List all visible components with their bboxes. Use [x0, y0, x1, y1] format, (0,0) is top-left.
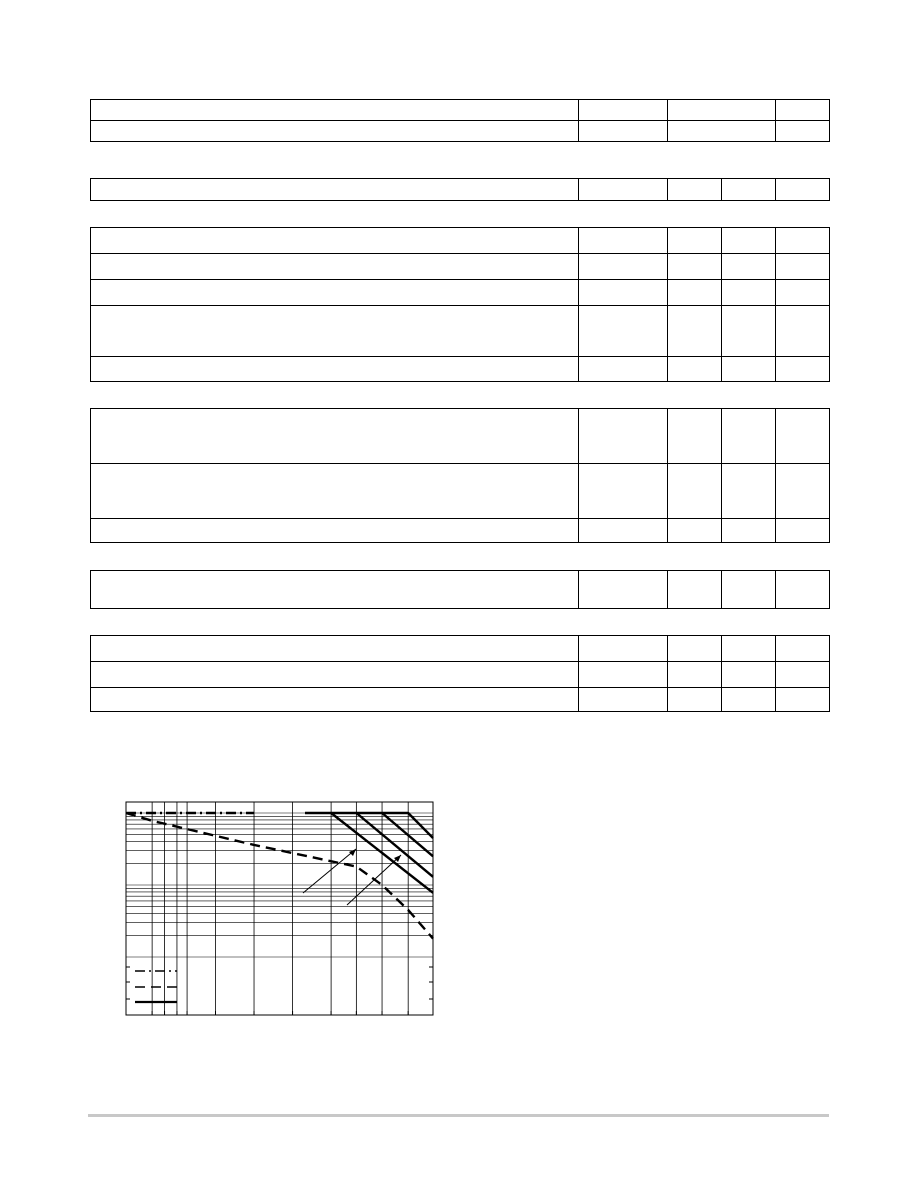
spec-table-3: [90, 227, 830, 382]
annotation-leader-line: [303, 849, 356, 893]
spec-table-4: [90, 408, 830, 543]
annotation-arrowhead: [349, 849, 356, 856]
series-line-2: [126, 813, 433, 939]
table-row: [91, 121, 830, 142]
table-row: [91, 280, 830, 306]
spec-table-1: [90, 99, 830, 142]
chart-grid: [126, 802, 433, 1015]
table-row: [91, 571, 830, 609]
table-row: [91, 662, 830, 688]
table-row: [91, 100, 830, 121]
chart-legend: [135, 971, 177, 1002]
footer-rule: [88, 1114, 829, 1117]
table-row: [91, 179, 830, 201]
table-row: [91, 357, 830, 382]
table-row: [91, 409, 830, 464]
spec-table-5: [90, 570, 830, 609]
table-row: [91, 254, 830, 280]
table-row: [91, 688, 830, 712]
table-row: [91, 636, 830, 662]
chart-plot-frame: [126, 802, 433, 1015]
chart-series: [126, 813, 433, 939]
derating-chart: [125, 801, 435, 1017]
table-row: [91, 228, 830, 254]
table-row: [91, 464, 830, 519]
table-row: [91, 306, 830, 357]
table-row: [91, 519, 830, 543]
spec-table-6: [90, 635, 830, 712]
annotation-leader-line: [347, 855, 401, 905]
spec-table-2: [90, 178, 830, 201]
